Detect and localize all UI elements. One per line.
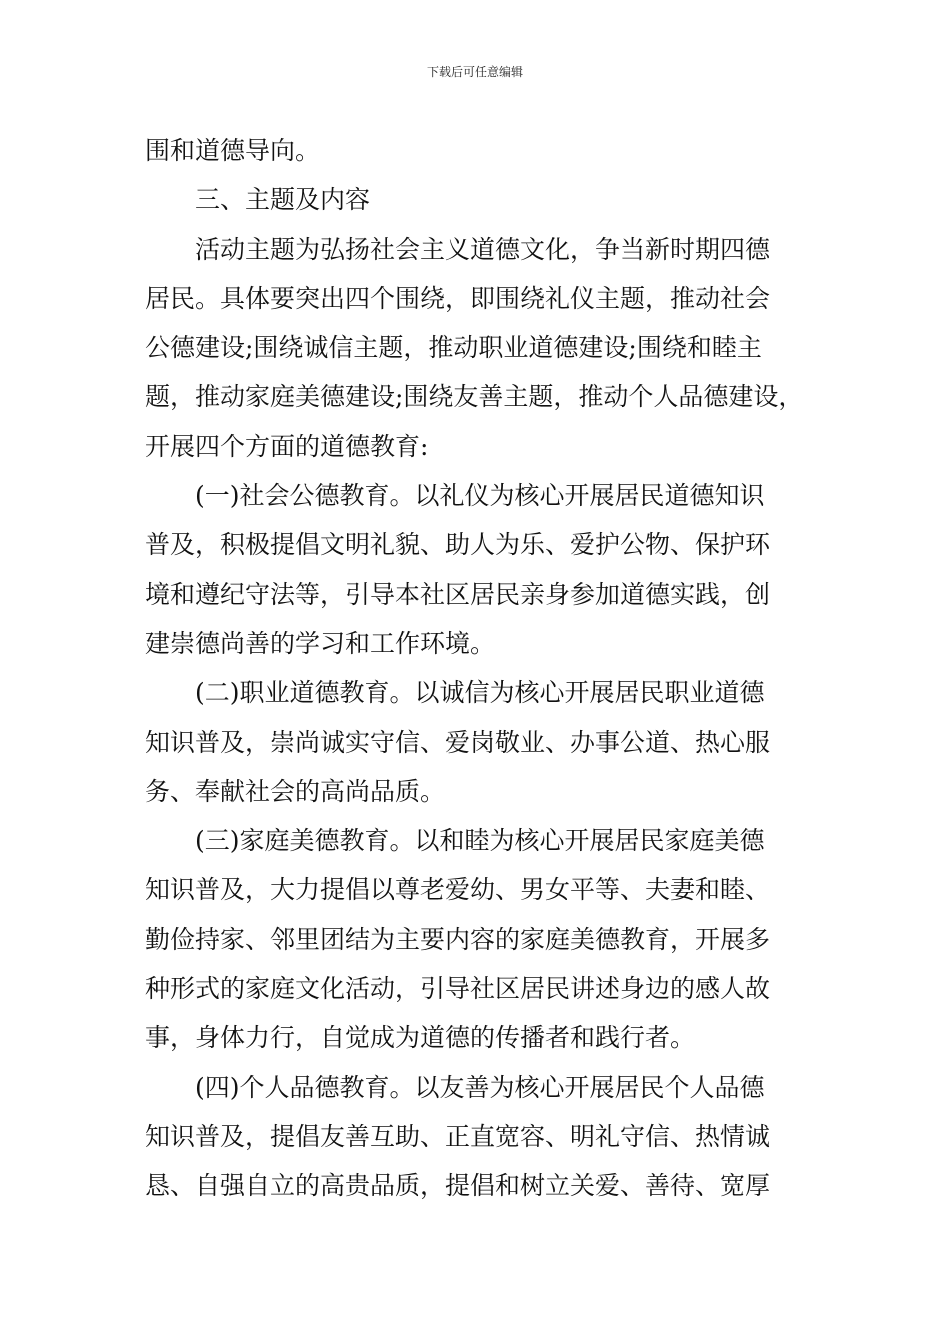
text-line: 知识普及，崇尚诚实守信、爱岗敬业、办事公道、热心服	[145, 727, 771, 757]
text-line: (三)家庭美德教育。以和睦为核心开展居民家庭美德	[195, 826, 765, 856]
text-line: 知识普及，提倡友善互助、正直宽容、明礼守信、热情诚	[145, 1121, 771, 1151]
text-line: (二)职业道德教育。以诚信为核心开展居民职业道德	[195, 678, 765, 708]
text-line: 建崇德尚善的学习和工作环境。	[145, 628, 496, 658]
text-line: 开展四个方面的道德教育:	[145, 431, 429, 461]
text-line: 务、奉献社会的高尚品质。	[145, 776, 446, 806]
text-line: (四)个人品德教育。以友善为核心开展居民个人品德	[195, 1072, 765, 1102]
text-line: 活动主题为弘扬社会主义道德文化，争当新时期四德	[195, 234, 771, 264]
text-line: 事，身体力行，自觉成为道德的传播者和践行者。	[145, 1023, 696, 1053]
text-line: 普及，积极提倡文明礼貌、助人为乐、爱护公物、保护环	[145, 530, 771, 560]
text-line: 公德建设;围绕诚信主题，推动职业道德建设;围绕和睦主	[145, 333, 762, 363]
text-line: 知识普及，大力提倡以尊老爱幼、男女平等、夫妻和睦、	[145, 875, 771, 905]
page-header: 下载后可任意编辑	[426, 65, 523, 79]
text-line: 勤俭持家、邻里团结为主要内容的家庭美德教育，开展多	[145, 924, 771, 954]
text-line: 种形式的家庭文化活动，引导社区居民讲述身边的感人故	[145, 974, 771, 1004]
section-heading: 三、主题及内容	[195, 185, 371, 215]
text-line: 题，推动家庭美德建设;围绕友善主题，推动个人品德建设，	[145, 382, 804, 412]
text-line: 居民。具体要突出四个围绕，即围绕礼仪主题，推动社会	[145, 283, 771, 313]
text-line: 恳、自强自立的高贵品质，提倡和树立关爱、善待、宽厚	[145, 1171, 771, 1201]
document-body	[145, 126, 810, 1211]
text-line: 围和道德导向。	[145, 136, 321, 165]
text-line: 境和遵纪守法等，引导本社区居民亲身参加道德实践，创	[145, 579, 771, 609]
text-line: (一)社会公德教育。以礼仪为核心开展居民道德知识	[195, 481, 765, 511]
